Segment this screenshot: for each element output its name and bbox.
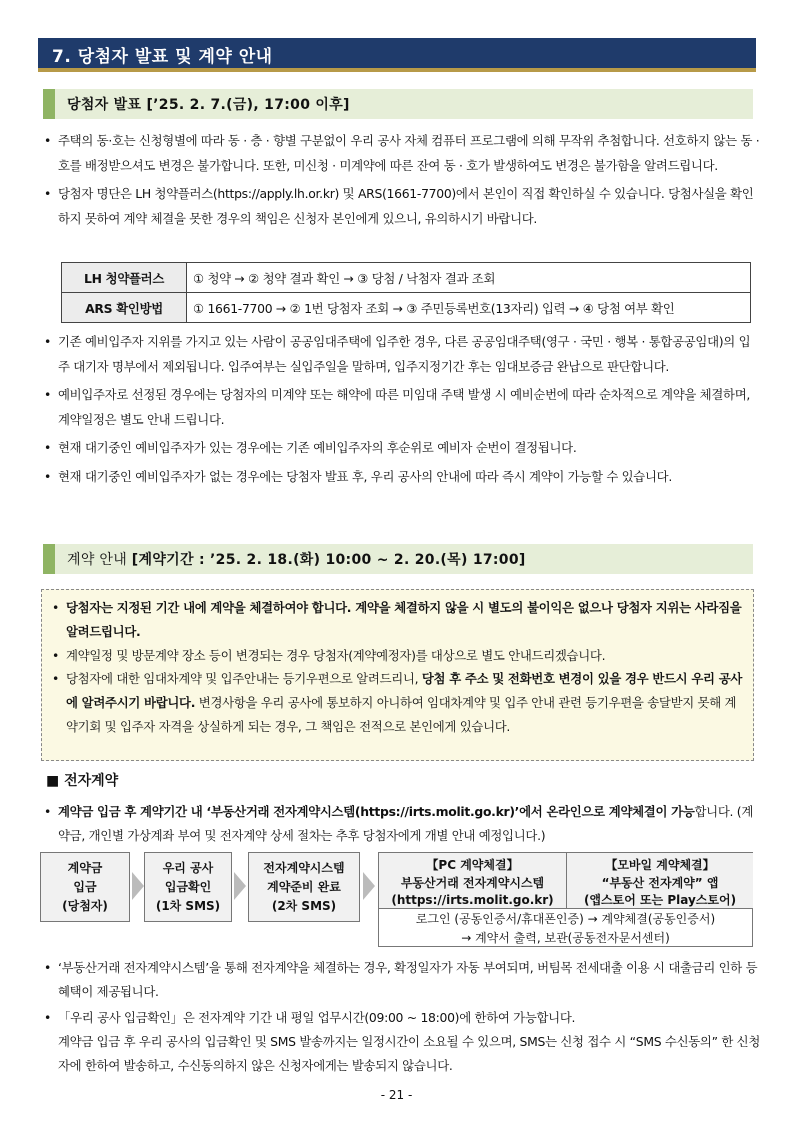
arrow-right-icon: [132, 872, 144, 900]
electronic-bullets-2: [44, 956, 760, 1080]
flow-text: 계약준비 완료: [267, 880, 341, 894]
mobile-text: 【모바일 계약체결】: [605, 858, 715, 872]
list-item-line: • 「우리 공사 입금확인」은 전자계약 기간 내 평일 업무시간(09:00 ~ 18:00)에 한하여 가능합니다.: [58, 1010, 576, 1025]
contract-period: [계약기간 : ’25. 2. 18.(화) 10:00 ~ 2. 20.(목) 17:00]: [131, 552, 526, 568]
list-item: • 당첨자 명단은 LH 청약플러스(https://apply.lh.or.kr) 및 ARS(1661-7700)에서 본인이 직접 확인하실 수 있습니다. 당첨사실을 확인하지 못하여 계약 체결을 못한 경우의 책임은 신청자 본인에게 있으니, 유의하시기 바랍니다.: [44, 182, 760, 231]
flow-text: (당첨자): [62, 899, 108, 913]
table-row: [62, 263, 751, 293]
electronic-bullets: [44, 800, 760, 850]
contract-header-label: 계약 안내: [67, 552, 132, 568]
announce-bullets: [44, 129, 760, 235]
page-number: - 21 -: [380, 1088, 413, 1102]
table-key: LH 청약플러스: [62, 263, 187, 293]
flow-step-ready: [248, 852, 360, 922]
list-item: • 계약일정 및 방문계약 장소 등이 변경되는 경우 당첨자(계약예정자)를 대상으로 별도 안내드리겠습니다.: [52, 644, 747, 668]
arrow-right-icon: [234, 872, 246, 900]
list-item: [44, 1006, 760, 1078]
pc-contract-cell: [379, 853, 567, 909]
mobile-text: “부동산 전자계약” 앱: [601, 875, 719, 890]
table-value: ① 청약 → ② 청약 결과 확인 → ③ 당첨 / 낙첨자 결과 조회: [187, 263, 751, 293]
notice-text: 변경사항을 우리 공사에 통보하지 아니하여 임대차계약 및 입주 안내 관련 등기우편을 송달받지 못해 계약기회 및 입주자 자격을 상실하게 되는 경우, 그 책임은 전적으로 본인에게 있습니다.: [66, 695, 737, 734]
check-method-table: [61, 262, 751, 323]
arrow-right-icon: [363, 872, 375, 900]
mobile-text: (앱스토어 또는 Play스토어): [583, 893, 737, 907]
contract-system-box: [378, 852, 753, 947]
announce-bullets-2: [44, 330, 760, 493]
mobile-contract-cell: [567, 853, 753, 909]
contract-steps: [379, 909, 752, 948]
flow-text: 입금확인: [164, 880, 212, 894]
contract-notice-box: [41, 589, 754, 761]
list-item: • 기존 예비입주자 지위를 가지고 있는 사람이 공공임대주택에 입주한 경우, 다른 공공임대주택(영구 · 국민 · 행복 · 통합공공임대)의 입주 대기자 명부에서 제외됩니다. 입주여부는 실입주일을 말하며, 입주지정기간 후는 임대보증금 완납으로 판단합니다.: [44, 330, 760, 379]
flow-text: 입금: [73, 880, 97, 894]
pc-text: 【PC 계약체결】: [426, 858, 519, 872]
electronic-text: 합니다. (계약금, 개인별 가상계좌 부여 및 전자계약 상세 절차는 추후 당첨자에게 개별 안내 예정입니다.): [58, 804, 753, 843]
step-text: → 계약서 출력, 보관(공동전자문서센터): [461, 931, 670, 945]
list-item-line: 계약금 입금 후 우리 공사의 입금확인 및 SMS 발송까지는 일정시간이 소요될 수 있으며, SMS는 신청 접수 시 “SMS 수신동의” 한 신청자에 한하여 발송하고, 수신동의하지 않은 신청자에게는 발송되지 않습니다.: [58, 1034, 761, 1073]
list-item: [52, 667, 747, 738]
list-item: [44, 800, 760, 848]
list-item: • 예비입주자로 선정된 경우에는 당첨자의 미계약 또는 해약에 따른 미임대 주택 발생 시 예비순번에 따라 순차적으로 계약을 체결하며, 계약일정은 별도 안내 드립니다.: [44, 383, 760, 432]
flow-text: (1차 SMS): [155, 899, 221, 913]
announce-header: 당첨자 발표 [’25. 2. 7.(금), 17:00 이후]: [43, 89, 753, 119]
pc-text: (https://irts.molit.go.kr): [391, 893, 554, 907]
table-row: [62, 293, 751, 323]
list-item: [52, 596, 747, 644]
list-item: • 현재 대기중인 예비입주자가 있는 경우에는 기존 예비입주자의 후순위로 예비자 순번이 결정됩니다.: [44, 436, 760, 461]
electronic-title: ■ 전자계약: [46, 773, 119, 789]
contract-header: [43, 544, 753, 574]
pc-text: 부동산거래 전자계약시스템: [400, 875, 545, 890]
list-item: • 주택의 동·호는 신청형별에 따라 동 · 층 · 향별 구분없이 우리 공사 자체 컴퓨터 프로그램에 의해 무작위 추첨합니다. 선호하지 않는 동 · 호를 배정받으셔도 변경은 불가합니다. 또한, 미신청 · 미계약에 따른 잔여 동 · 호가 발생하여도 변경은 불가함을 알려드립니다.: [44, 129, 760, 178]
table-value: ① 1661-7700 → ② 1번 당첨자 조회 → ③ 주민등록번호(13자리) 입력 → ④ 당첨 여부 확인: [187, 293, 751, 323]
step-text: 로그인 (공동인증서/휴대폰인증) → 계약체결(공동인증서): [415, 912, 716, 926]
flow-step-confirm: [144, 852, 232, 922]
table-key: ARS 확인방법: [62, 293, 187, 323]
notice-emphasis: 당첨 후 주소 및 전화번호 변경이 있을 경우 반드시 우리 공사에 알려주시기 바랍니다.: [66, 671, 743, 711]
list-item: • ‘부동산거래 전자계약시스템’을 통해 전자계약을 체결하는 경우, 확정일자가 자동 부여되며, 버팀목 전세대출 이용 시 대출금리 인하 등 혜택이 제공됩니다.: [44, 956, 760, 1004]
section-title: 7. 당첨자 발표 및 계약 안내: [38, 38, 756, 72]
flow-text: (2차 SMS): [271, 899, 337, 913]
flow-text: 계약금: [67, 861, 103, 875]
flow-text: 우리 공사: [162, 861, 214, 875]
notice-text: 당첨자에 대한 임대차계약 및 입주안내는 등기우편으로 알려드리니,: [66, 671, 422, 687]
flow-text: 전자계약시스템: [263, 861, 345, 875]
electronic-emphasis: 계약금 입금 후 계약기간 내 ‘부동산거래 전자계약시스템(https://irts.molit.go.kr)’에서 온라인으로 계약체결이 가능: [58, 804, 695, 819]
notice-text: 당첨자는 지정된 기간 내에 계약을 체결하여야 합니다. 계약을 체결하지 않을 시 별도의 불이익은 없으나 당첨자 지위는 사라짐을 알려드립니다.: [66, 600, 742, 639]
flow-step-deposit: [40, 852, 130, 922]
list-item: • 현재 대기중인 예비입주자가 없는 경우에는 당첨자 발표 후, 우리 공사의 안내에 따라 즉시 계약이 가능할 수 있습니다.: [44, 465, 760, 490]
